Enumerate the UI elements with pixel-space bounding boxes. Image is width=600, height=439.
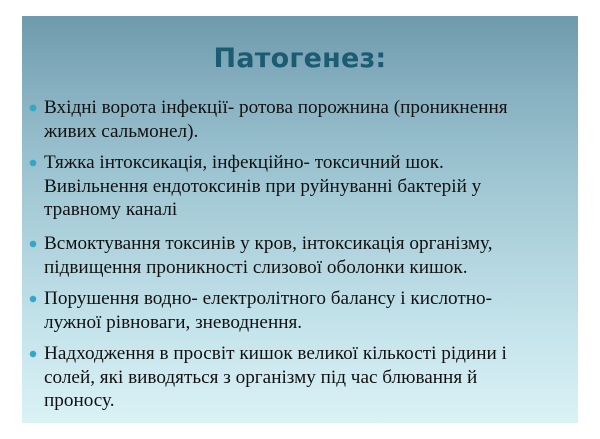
bullet-dot-icon — [30, 105, 36, 111]
list-item-text: Надходження в просвіт кишок великої кількості рідини і солей, які виводяться з організму під час блювання й проносу. — [44, 343, 507, 411]
bullet-dot-icon — [30, 351, 36, 357]
bullet-dot-icon — [30, 296, 36, 302]
list-item-text: Тяжка інтоксикація, інфекційно- токсичний шок. Вивільнення ендотоксинів при руйнуванні бактерій у травному каналі — [44, 152, 482, 220]
list-item-text: Порушення водно- електролітного балансу і кислотно- лужної рівноваги, зневоднення. — [44, 288, 493, 333]
list-item-text: Всмоктування токсинів у кров, інтоксикація організму, підвищення проникності слизової оболонки кишок. — [44, 233, 493, 278]
slide — [22, 16, 578, 423]
bullet-dot-icon — [30, 160, 36, 166]
slide-title: Патогенез: — [213, 43, 387, 74]
list-item-text: Вхідні ворота інфекції- ротова порожнина (проникнення живих сальмонел). — [44, 97, 508, 142]
bullet-dot-icon — [30, 241, 36, 247]
